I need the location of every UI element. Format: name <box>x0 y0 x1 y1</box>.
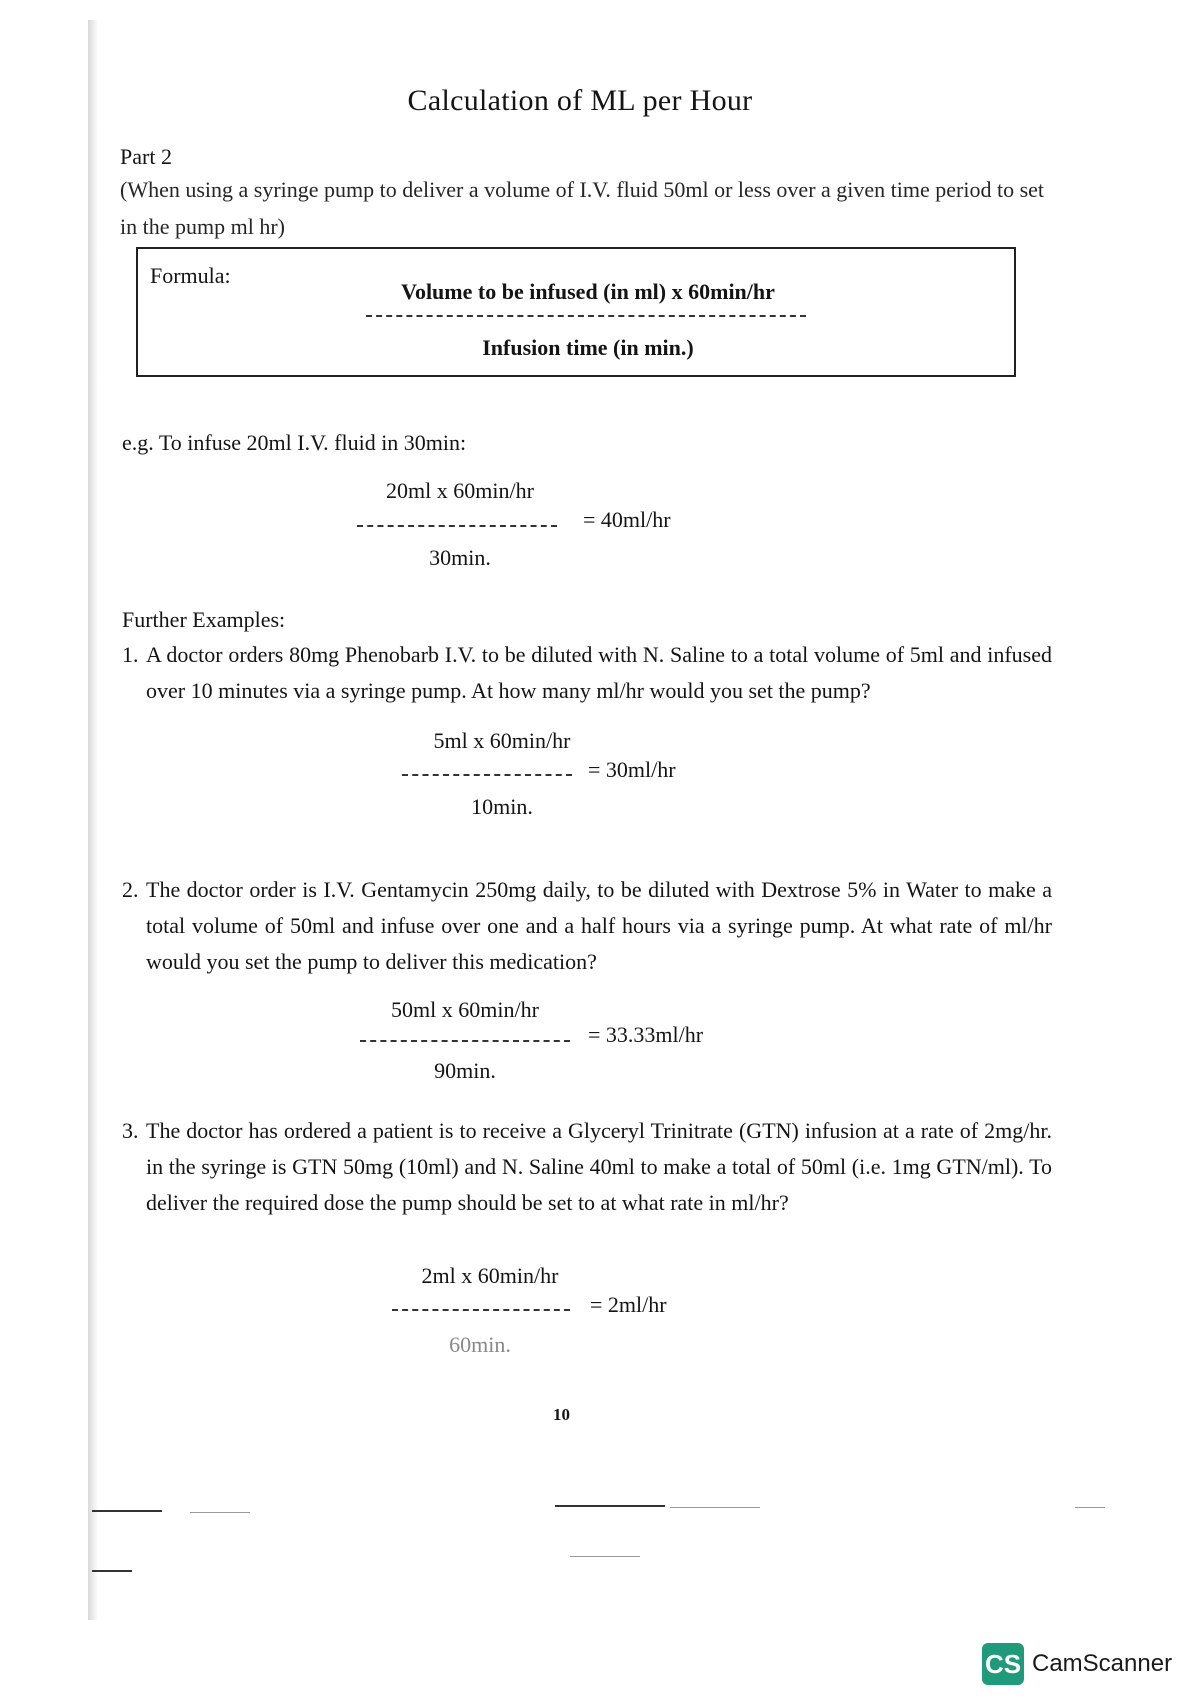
question-number: 2. <box>122 877 139 902</box>
scan-artifact <box>555 1505 665 1507</box>
scan-artifact <box>570 1556 640 1557</box>
camscanner-logo-icon: CS <box>982 1643 1024 1685</box>
question-1-denominator: 10min. <box>471 794 533 819</box>
question-2 <box>122 872 1052 980</box>
question-2-fraction-line <box>360 1040 570 1042</box>
formula-fraction-line <box>366 315 806 317</box>
question-2-numerator: 50ml x 60min/hr <box>391 997 539 1022</box>
page-number: 10 <box>553 1405 570 1424</box>
camscanner-watermark: CamScanner <box>1032 1650 1173 1677</box>
question-2-result: = 33.33ml/hr <box>588 1022 704 1047</box>
question-1 <box>122 637 1052 709</box>
example-result: = 40ml/hr <box>583 507 671 532</box>
scan-artifact <box>190 1512 250 1513</box>
question-2-denominator: 90min. <box>434 1058 496 1083</box>
question-1-numerator: 5ml x 60min/hr <box>433 728 571 753</box>
formula-box <box>136 247 1016 377</box>
question-text: The doctor has ordered a patient is to receive a Glyceryl Trinitrate (GTN) infusion at a rate of 2mg/hr. in the syringe is GTN 50mg (10ml) and N. Saline 40ml to make a total of 50ml (i.e. 1mg GTN/ml). To deliver the required dose the pump should be set to at what rate in ml/hr? <box>146 1118 1052 1215</box>
formula-label: Formula: <box>150 263 231 288</box>
example-denominator: 30min. <box>429 545 491 570</box>
question-text: The doctor order is I.V. Gentamycin 250mg daily, to be diluted with Dextrose 5% in Water to make a total volume of 50ml and infuse over one and a half hours via a syringe pump. At what rate of ml/hr would you set the pump to deliver this medication? <box>146 877 1052 974</box>
example-text: e.g. To infuse 20ml I.V. fluid in 30min: <box>122 430 467 455</box>
question-3-numerator: 2ml x 60min/hr <box>421 1263 559 1288</box>
question-1-result: = 30ml/hr <box>588 757 676 782</box>
question-3-fraction-line <box>392 1309 570 1311</box>
scan-artifact <box>1075 1507 1105 1508</box>
question-1-fraction-line <box>402 774 572 776</box>
question-number: 1. <box>122 642 139 667</box>
scan-artifact <box>670 1507 760 1508</box>
example-numerator: 20ml x 60min/hr <box>386 478 534 503</box>
formula-numerator: Volume to be infused (in ml) x 60min/hr <box>401 279 775 304</box>
scan-artifact <box>92 1510 162 1512</box>
example-fraction-line <box>357 525 557 527</box>
question-3-denominator: 60min. <box>449 1332 511 1357</box>
intro-text: (When using a syringe pump to deliver a volume of I.V. fluid 50ml or less over a given time period to set in the pump ml hr) <box>120 177 1045 239</box>
formula-denominator: Infusion time (in min.) <box>482 335 694 360</box>
scan-artifact <box>92 1570 132 1572</box>
question-3 <box>122 1113 1052 1221</box>
section-heading: Part 2 <box>120 144 172 169</box>
question-text: A doctor orders 80mg Phenobarb I.V. to be diluted with N. Saline to a total volume of 5ml and infused over 10 minutes via a syringe pump. At how many ml/hr would you set the pump? <box>146 642 1052 703</box>
question-3-result: = 2ml/hr <box>590 1292 667 1317</box>
further-examples-heading: Further Examples: <box>122 607 286 632</box>
page-title: Calculation of ML per Hour <box>407 84 753 117</box>
question-number: 3. <box>122 1118 139 1143</box>
page-edge-shadow <box>88 20 98 1620</box>
